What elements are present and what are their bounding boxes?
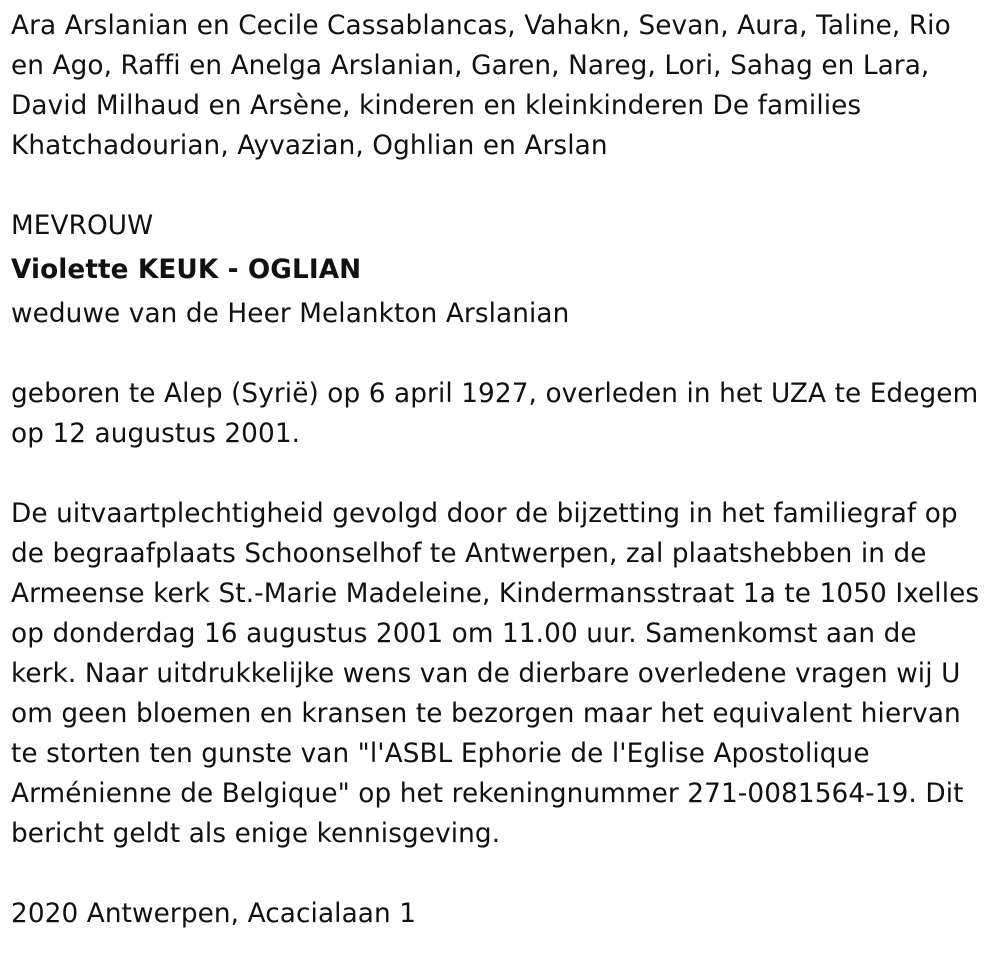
- deceased-name: Violette KEUK - OGLIAN: [11, 255, 362, 285]
- spacer: [11, 854, 986, 894]
- spacer: [11, 166, 986, 206]
- birth-death-paragraph: geboren te Alep (Syrië) op 6 april 1927, overleden in het UZA te Edegem op 12 augustus 2001.: [11, 379, 979, 449]
- spacer: [11, 334, 986, 374]
- widow-of-line: weduwe van de Heer Melankton Arslanian: [11, 299, 570, 329]
- obituary-notice: [11, 6, 986, 934]
- honorific: MEVROUW: [11, 211, 154, 241]
- family-paragraph: Ara Arslanian en Cecile Cassablancas, Vahakn, Sevan, Aura, Taline, Rio en Ago, Raffi en Anelga Arslanian, Garen, Nareg, Lori, Sahag en Lara, David Milhaud en Arsène, kinderen en kleinkinderen De families Khatchadourian, Ayvazian, Oghlian en Arslan: [11, 11, 951, 161]
- spacer: [11, 454, 986, 494]
- ceremony-paragraph: De uitvaartplechtigheid gevolgd door de bijzetting in het familiegraf op de begraafplaats Schoonselhof te Antwerpen, zal plaatshebben in de Armeense kerk St.-Marie Madeleine, Kindermansstraat 1a te 1050 Ixelles op donderdag 16 augustus 2001 om 11.00 uur. Samenkomst aan de kerk. Naar uitdrukkelijke wens van de dierbare overledene vragen wij U om geen bloemen en kransen te bezorgen maar het equivalent hiervan te storten ten gunste van "l'ASBL Ephorie de l'Eglise Apostolique Arménienne de Belgique" op het rekeningnummer 271-0081564-19. Dit bericht geldt als enige kennisgeving.: [11, 499, 980, 849]
- address-line: 2020 Antwerpen, Acacialaan 1: [11, 899, 417, 929]
